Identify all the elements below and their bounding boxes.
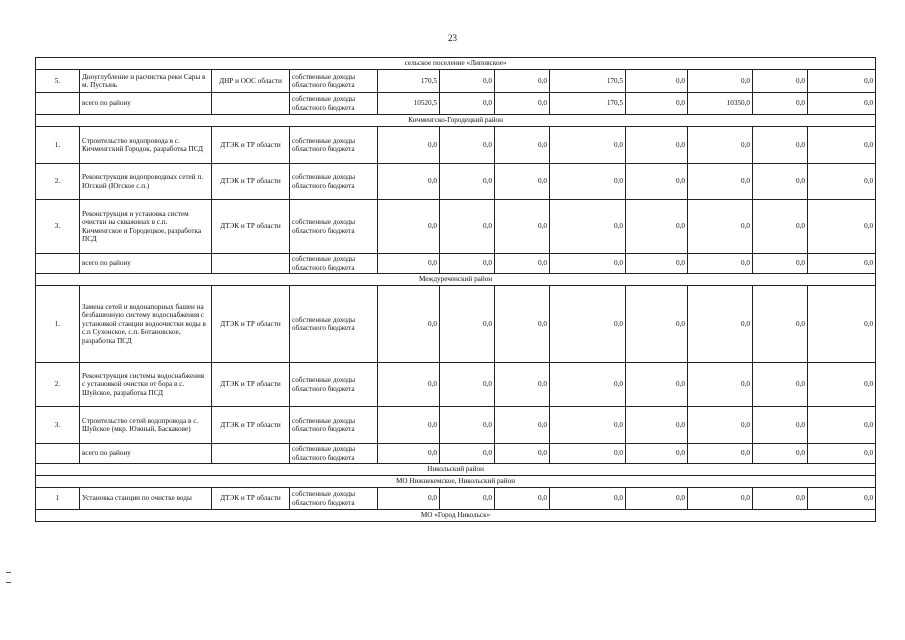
amount-cell: 0,0 (808, 363, 876, 407)
responsible-body: ДТЭК и ТР области (212, 488, 290, 510)
responsible-body (212, 444, 290, 464)
amount-cell: 0,0 (626, 488, 688, 510)
amount-cell: 0,0 (440, 407, 495, 444)
section-header-row (36, 58, 876, 70)
section-header-row (36, 274, 876, 286)
funding-source: собственные доходы областного бюджета (290, 93, 378, 115)
amount-cell: 0,0 (753, 254, 808, 274)
responsible-body: ДТЭК и ТР области (212, 407, 290, 444)
row-number: 3. (36, 407, 80, 444)
amount-cell: 0,0 (550, 286, 626, 363)
amount-cell: 0,0 (440, 200, 495, 254)
table-row (36, 164, 876, 200)
table-row (36, 254, 876, 274)
amount-cell: 0,0 (550, 254, 626, 274)
amount-cell: 0,0 (550, 363, 626, 407)
amount-cell: 0,0 (495, 70, 550, 93)
amount-cell: 0,0 (440, 93, 495, 115)
measure-name: Дноуглубление и расчистка реки Сары в м. Пустынь (80, 70, 212, 93)
responsible-body (212, 254, 290, 274)
amount-cell: 0,0 (626, 70, 688, 93)
measure-name: всего по району (80, 254, 212, 274)
amount-cell: 0,0 (808, 70, 876, 93)
amount-cell: 0,0 (495, 254, 550, 274)
row-number (36, 444, 80, 464)
responsible-body: ДТЭК и ТР области (212, 363, 290, 407)
amount-cell: 0,0 (550, 200, 626, 254)
section-title: МО «Город Никольск» (36, 510, 876, 522)
amount-cell: 0,0 (626, 93, 688, 115)
amount-cell: 0,0 (495, 286, 550, 363)
row-number (36, 254, 80, 274)
amount-cell: 0,0 (688, 363, 753, 407)
amount-cell: 0,0 (378, 164, 440, 200)
table-row (36, 200, 876, 254)
table-body (36, 58, 876, 522)
funding-source: собственные доходы областного бюджета (290, 407, 378, 444)
amount-cell: 0,0 (808, 444, 876, 464)
row-number: 1. (36, 286, 80, 363)
measure-name: Реконструкция водопроводных сетей п. Югский (Югское с.п.) (80, 164, 212, 200)
amount-cell: 0,0 (495, 164, 550, 200)
funding-source: собственные доходы областного бюджета (290, 164, 378, 200)
funding-source: собственные доходы областного бюджета (290, 70, 378, 93)
amount-cell: 0,0 (808, 254, 876, 274)
section-header-row (36, 115, 876, 127)
amount-cell: 0,0 (495, 93, 550, 115)
amount-cell: 0,0 (495, 363, 550, 407)
table-row (36, 363, 876, 407)
funding-source: собственные доходы областного бюджета (290, 127, 378, 164)
section-title: Междуреченский район (36, 274, 876, 286)
section-header-row (36, 510, 876, 522)
amount-cell: 0,0 (753, 127, 808, 164)
amount-cell: 0,0 (688, 488, 753, 510)
measure-name: Замена сетей и водонапорных башен на безбашенную систему водоснабжения с установкой станции водоочистки воды в с.п Сухонское, с.п. Ботановское, разработка ПСД (80, 286, 212, 363)
amount-cell: 0,0 (440, 488, 495, 510)
responsible-body: ДТЭК и ТР области (212, 200, 290, 254)
section-title: сельское поселение «Липовское» (36, 58, 876, 70)
amount-cell: 0,0 (753, 164, 808, 200)
responsible-body: ДТЭК и ТР области (212, 127, 290, 164)
amount-cell: 0,0 (688, 70, 753, 93)
amount-cell: 0,0 (440, 254, 495, 274)
responsible-body: ДНР и ООС области (212, 70, 290, 93)
amount-cell: 0,0 (440, 444, 495, 464)
amount-cell: 0,0 (688, 200, 753, 254)
amount-cell: 0,0 (688, 444, 753, 464)
amount-cell: 0,0 (440, 286, 495, 363)
row-number: 3. (36, 200, 80, 254)
amount-cell: 0,0 (550, 407, 626, 444)
amount-cell: 10350,0 (688, 93, 753, 115)
amount-cell: 0,0 (753, 444, 808, 464)
funding-source: собственные доходы областного бюджета (290, 200, 378, 254)
row-number: 2. (36, 164, 80, 200)
amount-cell: 0,0 (688, 127, 753, 164)
amount-cell: 0,0 (495, 127, 550, 164)
amount-cell: 0,0 (688, 286, 753, 363)
table-row (36, 127, 876, 164)
funding-source: собственные доходы областного бюджета (290, 444, 378, 464)
amount-cell: 0,0 (550, 444, 626, 464)
row-number: 1. (36, 127, 80, 164)
amount-cell: 0,0 (378, 488, 440, 510)
table-row (36, 444, 876, 464)
row-number (36, 93, 80, 115)
measure-name: Реконструкция системы водоснабжения с установкой очистки от бора в с. Шуйское, разработка ПСД (80, 363, 212, 407)
page-number: 23 (448, 33, 457, 43)
responsible-body: ДТЭК и ТР области (212, 286, 290, 363)
amount-cell: 0,0 (550, 164, 626, 200)
amount-cell: 0,0 (378, 363, 440, 407)
amount-cell: 0,0 (550, 127, 626, 164)
amount-cell: 0,0 (688, 164, 753, 200)
row-number: 1 (36, 488, 80, 510)
amount-cell: 0,0 (378, 407, 440, 444)
responsible-body (212, 93, 290, 115)
table-row (36, 407, 876, 444)
measure-name: Реконструкция и установка систем очистки на скважинах в с.п. Кичменгское и Городецкое, разработка ПСД (80, 200, 212, 254)
amount-cell: 0,0 (626, 363, 688, 407)
amount-cell: 0,0 (440, 70, 495, 93)
measure-name: Строительство сетей водопровода в с. Шуйское (мкр. Южный, Баскакове) (80, 407, 212, 444)
amount-cell: 0,0 (440, 363, 495, 407)
table-row (36, 70, 876, 93)
amount-cell: 170,5 (550, 70, 626, 93)
measure-name: Установка станции по очистке воды (80, 488, 212, 510)
funding-source: собственные доходы областного бюджета (290, 363, 378, 407)
measure-name: всего по району (80, 93, 212, 115)
amount-cell: 170,5 (378, 70, 440, 93)
amount-cell: 0,0 (378, 286, 440, 363)
funding-source: собственные доходы областного бюджета (290, 488, 378, 510)
amount-cell: 0,0 (626, 200, 688, 254)
amount-cell: 0,0 (378, 127, 440, 164)
amount-cell: 0,0 (808, 286, 876, 363)
amount-cell: 0,0 (495, 444, 550, 464)
scan-edge-mark (6, 582, 11, 583)
measure-name: Строительство водопровода в с. Кичменгский Городок, разработка ПСД (80, 127, 212, 164)
table-row (36, 93, 876, 115)
amount-cell: 0,0 (626, 286, 688, 363)
amount-cell: 0,0 (626, 254, 688, 274)
table-row (36, 488, 876, 510)
amount-cell: 0,0 (440, 164, 495, 200)
amount-cell: 0,0 (378, 200, 440, 254)
measure-name: всего по району (80, 444, 212, 464)
amount-cell: 0,0 (808, 488, 876, 510)
budget-table (35, 57, 876, 522)
amount-cell: 0,0 (753, 70, 808, 93)
amount-cell: 0,0 (753, 93, 808, 115)
amount-cell: 0,0 (753, 488, 808, 510)
amount-cell: 0,0 (626, 407, 688, 444)
section-title: Кичменгско-Городецкий район (36, 115, 876, 127)
amount-cell: 0,0 (495, 407, 550, 444)
amount-cell: 0,0 (808, 200, 876, 254)
amount-cell: 0,0 (626, 164, 688, 200)
amount-cell: 0,0 (688, 407, 753, 444)
amount-cell: 0,0 (440, 127, 495, 164)
responsible-body: ДТЭК и ТР области (212, 164, 290, 200)
amount-cell: 0,0 (378, 444, 440, 464)
amount-cell: 0,0 (550, 488, 626, 510)
amount-cell: 0,0 (808, 407, 876, 444)
amount-cell: 0,0 (808, 127, 876, 164)
amount-cell: 0,0 (495, 488, 550, 510)
amount-cell: 0,0 (808, 164, 876, 200)
amount-cell: 0,0 (626, 444, 688, 464)
amount-cell: 0,0 (753, 407, 808, 444)
amount-cell: 10520,5 (378, 93, 440, 115)
amount-cell: 0,0 (688, 254, 753, 274)
funding-source: собственные доходы областного бюджета (290, 254, 378, 274)
scan-edge-mark (6, 572, 11, 573)
section-title: Никольский район (36, 464, 876, 476)
amount-cell: 0,0 (753, 363, 808, 407)
section-header-row (36, 464, 876, 476)
row-number: 2. (36, 363, 80, 407)
amount-cell: 0,0 (753, 200, 808, 254)
amount-cell: 0,0 (495, 200, 550, 254)
amount-cell: 0,0 (626, 127, 688, 164)
amount-cell: 170,5 (550, 93, 626, 115)
table-row (36, 286, 876, 363)
amount-cell: 0,0 (753, 286, 808, 363)
amount-cell: 0,0 (808, 93, 876, 115)
funding-source: собственные доходы областного бюджета (290, 286, 378, 363)
row-number: 5. (36, 70, 80, 93)
section-header-row (36, 476, 876, 488)
amount-cell: 0,0 (378, 254, 440, 274)
section-title: МО Нижнекемское, Никольский район (36, 476, 876, 488)
